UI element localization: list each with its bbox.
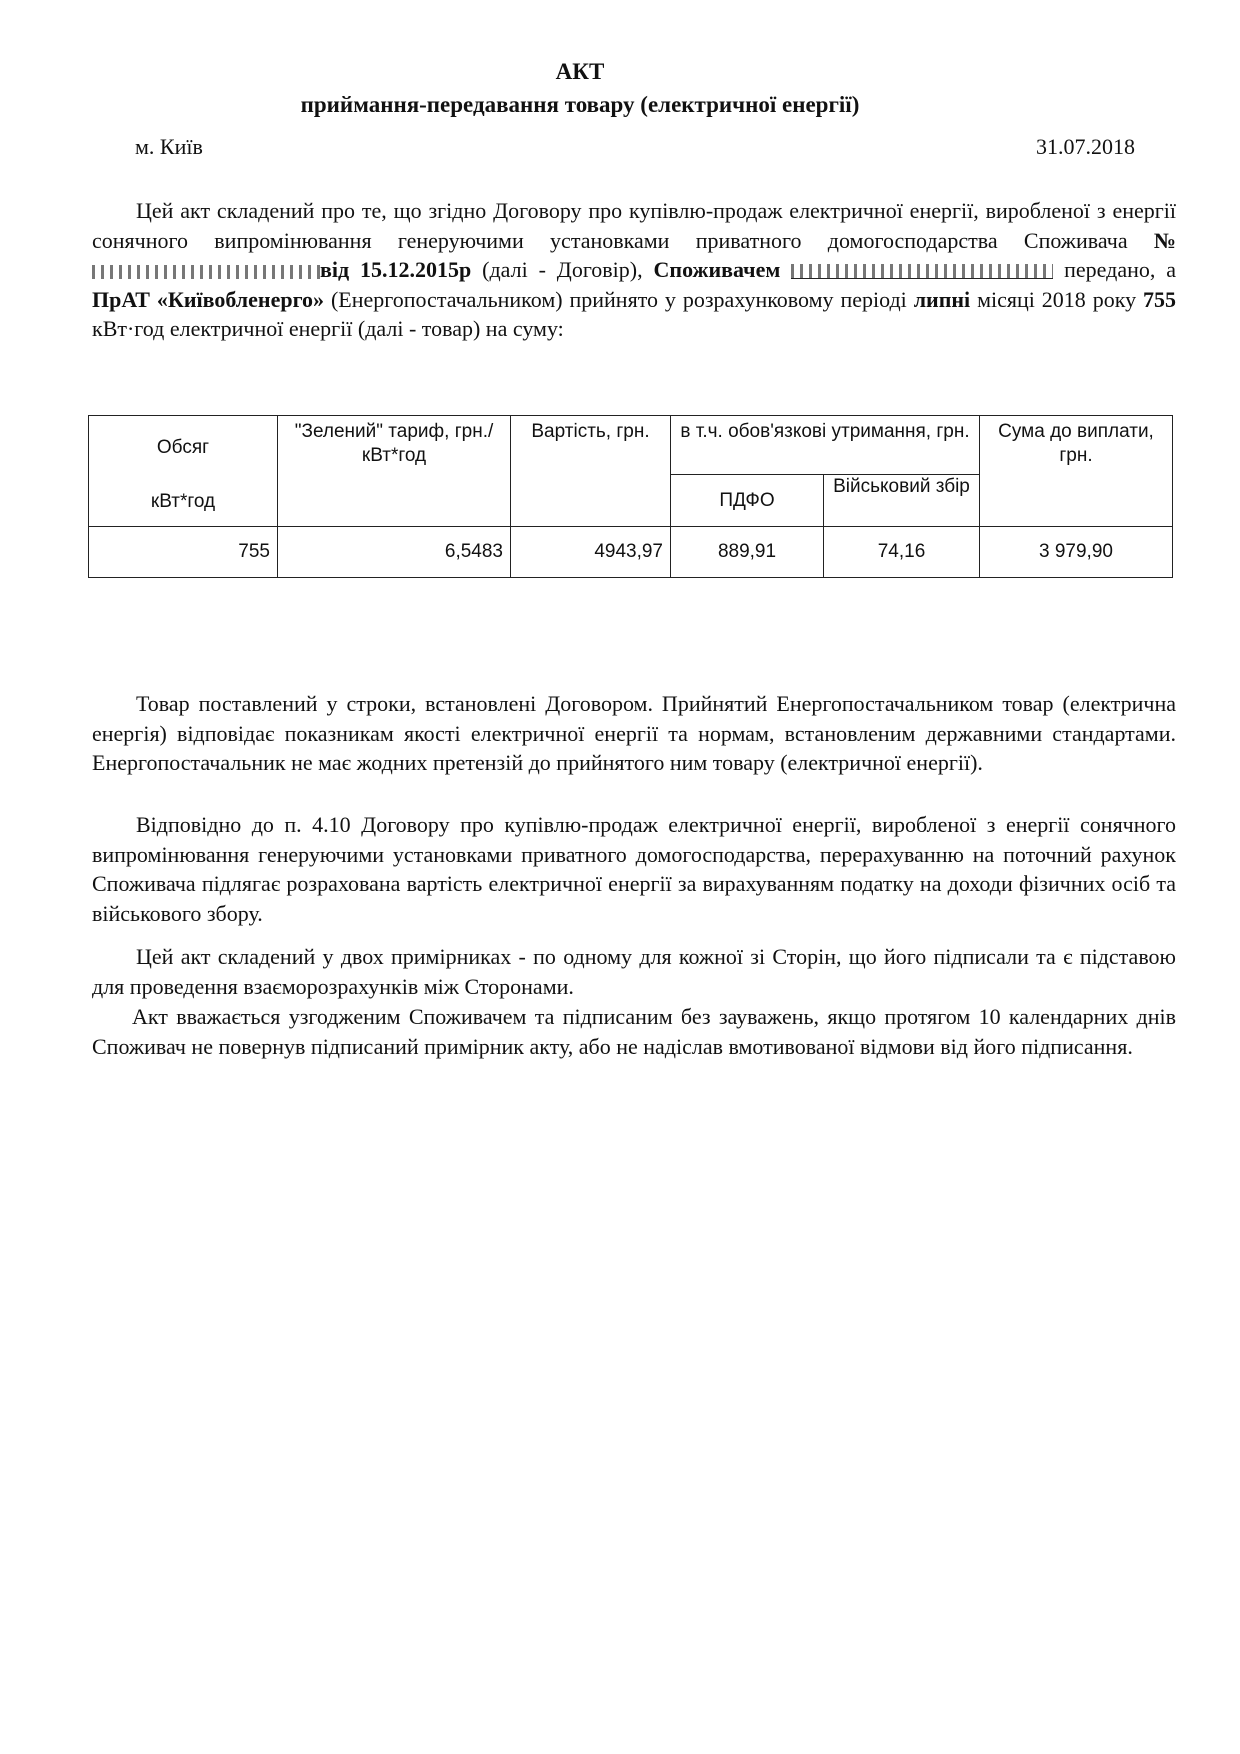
intro-text-5: місяці 2018 року [970, 286, 1143, 312]
header-withholding [671, 416, 980, 475]
header-volume-unit: кВт*год [150, 491, 216, 512]
cell-military: 74,16 [824, 527, 980, 578]
header-tariff [278, 416, 511, 527]
copies-paragraph: Цей акт складений у двох примірниках - по одному для кожної зі Сторін, що його підписали та є підставою для проведення взаєморозрахунків між Сторонами. [92, 944, 1176, 999]
city: м. Київ [135, 134, 203, 159]
intro-text-4: (Енергопостачальником) прийнято у розрахунковому періоді [324, 286, 914, 312]
document-date: 31.07.2018 [1036, 134, 1135, 159]
header-volume [89, 416, 278, 527]
header-total-label: Сума до виплати, грн. [998, 421, 1154, 466]
cell-tariff: 6,5483 [278, 527, 511, 578]
consumer-label: Споживачем [653, 257, 781, 282]
header-tariff-label: "Зелений" тариф, грн./кВт*год [294, 421, 494, 466]
billing-month: липні [913, 286, 971, 312]
settlement-table [88, 415, 1173, 578]
intro-text-6: кВт·год електричної енергії (далі - товар) на суму: [92, 316, 564, 341]
redacted-contract-number [92, 265, 320, 279]
cell-volume: 755 [89, 527, 278, 578]
header-volume-label: Обсяг [156, 437, 210, 458]
delivery-paragraph: Товар поставлений у строки, встановлені Договором. Прийнятий Енергопостачальником товар (електрична енергія) відповідає показникам якості електричної енергії та нормам, встановленим державними стандартами. Енергопостачальник не має жодних претензій до прийнятого ним товару (електричної енергії). [92, 691, 1176, 775]
table-row [89, 527, 1173, 578]
header-cost-label: Вартість, грн. [531, 421, 650, 442]
header-pdfo: ПДФО [671, 475, 824, 527]
redacted-consumer-name [791, 264, 1053, 279]
approval-paragraph: Акт вважається узгодженим Споживачем та підписаним без зауважень, якщо протягом 10 календарних днів Споживач не повернув підписаний примірник акту, або не надіслав вмотивованої відмови від його підписання. [92, 1004, 1176, 1059]
header-total [980, 416, 1173, 527]
document-title: АКТ [555, 59, 605, 84]
header-withholding-label: в т.ч. обов'язкові утримання, грн. [680, 421, 970, 442]
contract-date: від 15.12.2015р [320, 257, 472, 282]
header-military: Військовий збір [824, 475, 980, 527]
cell-pdfo: 889,91 [671, 527, 824, 578]
contract-number-prefix: № [1153, 227, 1176, 253]
cell-cost: 4943,97 [511, 527, 671, 578]
energy-volume: 755 [1143, 286, 1176, 312]
supplier-name: ПрАТ «Київобленерго» [92, 286, 325, 312]
payment-paragraph: Відповідно до п. 4.10 Договору про купівлю-продаж електричної енергії, виробленої з енергії сонячного випромінювання генеруючими установками приватного домогосподарства, перерахуванню на поточний рахунок Споживача підлягає розрахована вартість електричної енергії за вирахуванням податку на доходи фізичних осіб та військового збору. [92, 812, 1176, 926]
header-cost [511, 416, 671, 527]
document-subtitle: приймання-передавання товару (електричної енергії) [300, 92, 860, 117]
intro-paragraph [92, 196, 1176, 344]
intro-text-1: Цей акт складений про те, що згідно Договору про купівлю-продаж електричної енергії, виробленої з енергії сонячного випромінювання генеруючими установками приватного домогосподарства Споживача [92, 198, 1176, 253]
intro-text-3: передано, а [1053, 257, 1177, 282]
intro-text-2: (далі - Договір), [471, 257, 654, 282]
cell-total: 3 979,90 [980, 527, 1173, 578]
